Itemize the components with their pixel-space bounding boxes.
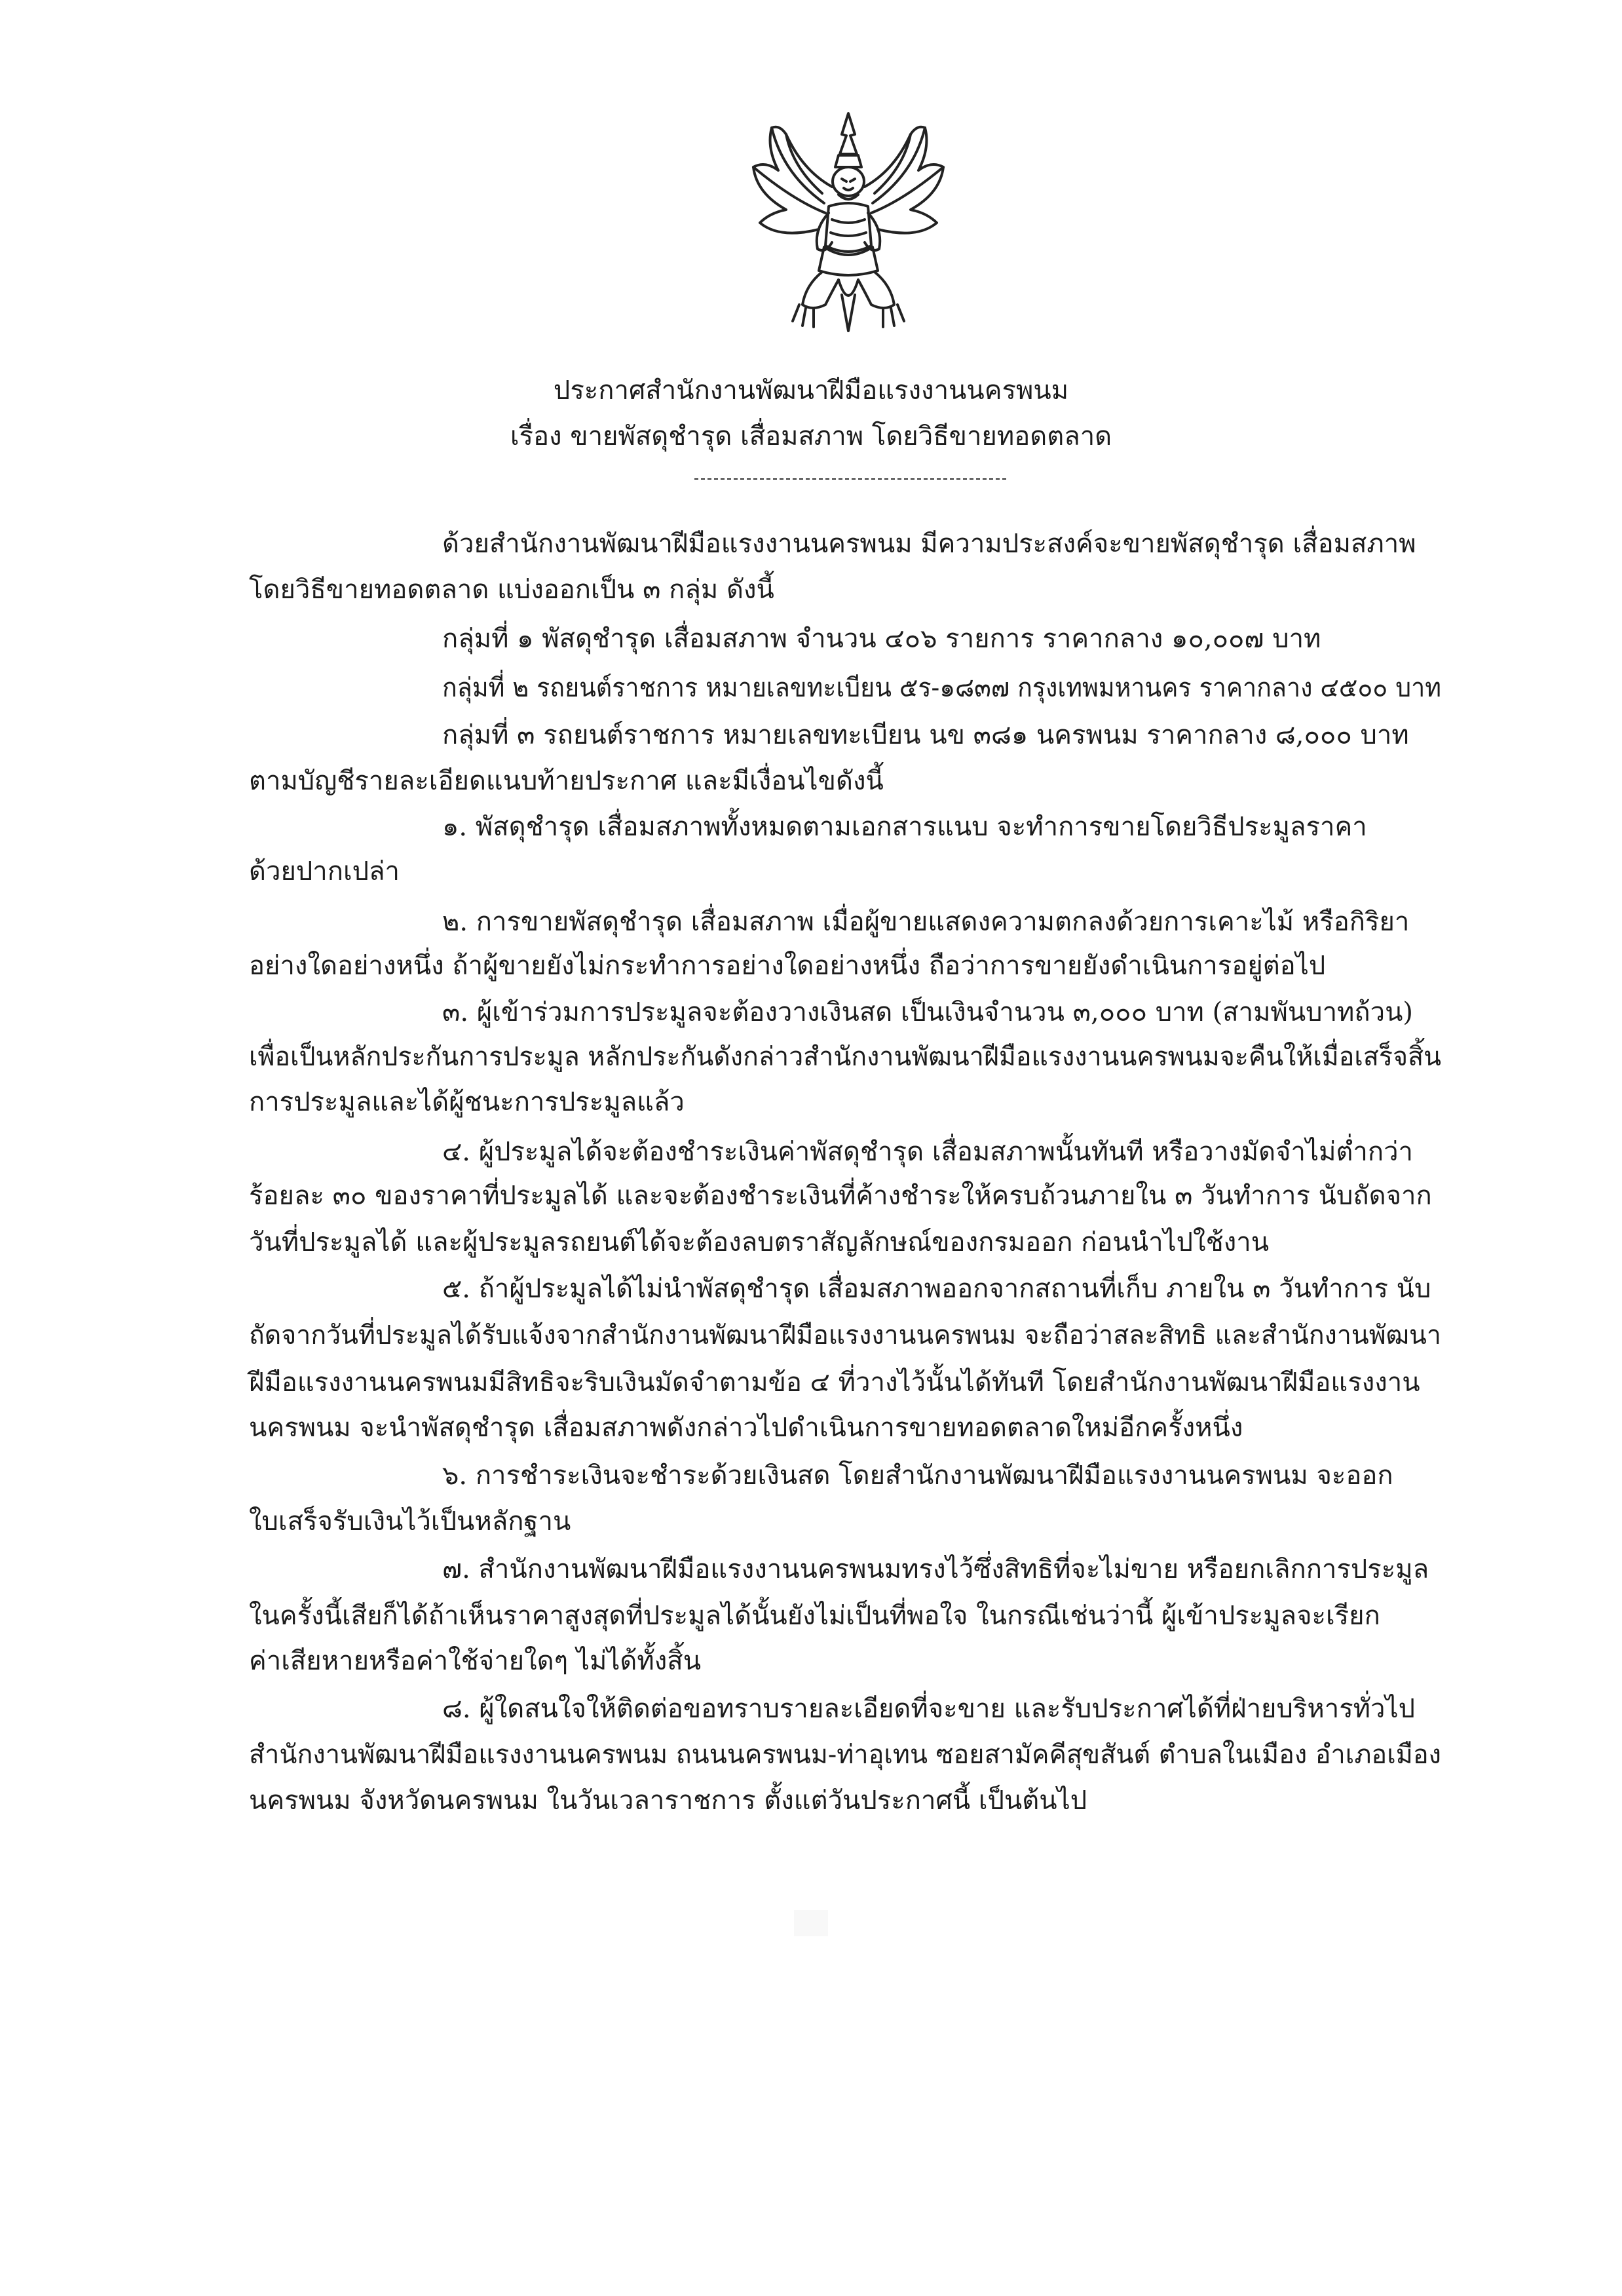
condition-4-line-2: ร้อยละ ๓๐ ของราคาที่ประมูลได้ และจะต้องชำระเงินที่ค้างชำระให้ครบถ้วนภายใน ๓ วันทำการ นับถัดจาก xyxy=(249,1181,1432,1211)
condition-3-line-3: การประมูลและได้ผู้ชนะการประมูลแล้ว xyxy=(249,1087,685,1117)
condition-5-line-4: นครพนม จะนำพัสดุชำรุด เสื่อมสภาพดังกล่าวไปดำเนินการขายทอดตลาดใหม่อีกครั้งหนึ่ง xyxy=(249,1413,1243,1443)
header-divider xyxy=(694,478,1006,480)
condition-2-line-1: ๒. การขายพัสดุชำรุด เสื่อมสภาพ เมื่อผู้ขายแสดงความตกลงด้วยการเคาะไม้ หรือกิริยา xyxy=(442,907,1410,937)
announcement-title: ประกาศสำนักงานพัฒนาฝีมือแรงงานนครพนม xyxy=(553,375,1069,406)
condition-1-line-1: ๑. พัสดุชำรุด เสื่อมสภาพทั้งหมดตามเอกสารแนบ จะทำการขายโดยวิธีประมูลราคา xyxy=(442,812,1367,842)
condition-6-line-2: ใบเสร็จรับเงินไว้เป็นหลักฐาน xyxy=(249,1506,571,1537)
intro-paragraph-line-1: ด้วยสำนักงานพัฒนาฝีมือแรงงานนครพนม มีความประสงค์จะขายพัสดุชำรุด เสื่อมสภาพ xyxy=(442,529,1416,559)
announcement-subject: เรื่อง ขายพัสดุชำรุด เสื่อมสภาพ โดยวิธีขายทอดตลาด xyxy=(510,421,1112,451)
scan-smudge xyxy=(794,1910,828,1936)
condition-6-line-1: ๖. การชำระเงินจะชำระด้วยเงินสด โดยสำนักงานพัฒนาฝีมือแรงงานนครพนม จะออก xyxy=(442,1461,1393,1491)
condition-1-line-2: ด้วยปากเปล่า xyxy=(249,856,400,887)
condition-8-line-3: นครพนม จังหวัดนครพนม ในวันเวลาราชการ ตั้งแต่วันประกาศนี้ เป็นต้นไป xyxy=(249,1786,1087,1816)
condition-2-line-2: อย่างใดอย่างหนึ่ง ถ้าผู้ขายยังไม่กระทำการอย่างใดอย่างหนึ่ง ถือว่าการขายยังดำเนินการอยู่ต่อไป xyxy=(249,951,1326,981)
condition-3-line-2: เพื่อเป็นหลักประกันการประมูล หลักประกันดังกล่าวสำนักงานพัฒนาฝีมือแรงงานนครพนมจะคืนให้เมื่อเสร็จสิ้น xyxy=(249,1042,1442,1072)
condition-7-line-3: ค่าเสียหายหรือค่าใช้จ่ายใดๆ ไม่ได้ทั้งสิ้น xyxy=(249,1646,702,1676)
condition-4-line-1: ๔. ผู้ประมูลได้จะต้องชำระเงินค่าพัสดุชำรุด เสื่อมสภาพนั้นทันที หรือวางมัดจำไม่ต่ำกว่า xyxy=(442,1137,1414,1167)
conditions-intro-line: ตามบัญชีรายละเอียดแนบท้ายประกาศ และมีเงื่อนไขดังนี้ xyxy=(249,766,884,796)
condition-5-line-2: ถัดจากวันที่ประมูลได้รับแจ้งจากสำนักงานพัฒนาฝีมือแรงงานนครพนม จะถือว่าสละสิทธิ และสำนักงานพัฒนา xyxy=(249,1320,1441,1350)
condition-5-line-3: ฝีมือแรงงานนครพนมมีสิทธิจะริบเงินมัดจำตามข้อ ๔ ที่วางไว้นั้นได้ทันที โดยสำนักงานพัฒนาฝีมือแรงงาน xyxy=(249,1368,1420,1398)
condition-8-line-1: ๘. ผู้ใดสนใจให้ติดต่อขอทราบรายละเอียดที่จะขาย และรับประกาศได้ที่ฝ่ายบริหารทั่วไป xyxy=(442,1694,1416,1724)
group-1-line: กลุ่มที่ ๑ พัสดุชำรุด เสื่อมสภาพ จำนวน ๔๐๖ รายการ ราคากลาง ๑๐,๐๐๗ บาท xyxy=(442,624,1321,654)
condition-4-line-3: วันที่ประมูลได้ และผู้ประมูลรถยนต์ได้จะต้องลบตราสัญลักษณ์ของกรมออก ก่อนนำไปใช้งาน xyxy=(249,1227,1270,1257)
group-3-line: กลุ่มที่ ๓ รถยนต์ราชการ หมายเลขทะเบียน นข ๓๘๑ นครพนม ราคากลาง ๘,๐๐๐ บาท xyxy=(442,720,1409,750)
intro-paragraph-line-2: โดยวิธีขายทอดตลาด แบ่งออกเป็น ๓ กลุ่ม ดังนี้ xyxy=(249,575,774,605)
condition-5-line-1: ๕. ถ้าผู้ประมูลได้ไม่นำพัสดุชำรุด เสื่อมสภาพออกจากสถานที่เก็บ ภายใน ๓ วันทำการ นับ xyxy=(442,1274,1431,1304)
condition-3-line-1: ๓. ผู้เข้าร่วมการประมูลจะต้องวางเงินสด เป็นเงินจำนวน ๓,๐๐๐ บาท (สามพันบาทถ้วน) xyxy=(442,997,1414,1027)
group-2-line: กลุ่มที่ ๒ รถยนต์ราชการ หมายเลขทะเบียน ๕ร-๑๘๓๗ กรุงเทพมหานคร ราคากลาง ๔๕๐๐ บาท xyxy=(442,673,1441,703)
condition-7-line-1: ๗. สำนักงานพัฒนาฝีมือแรงงานนครพนมทรงไว้ซึ่งสิทธิที่จะไม่ขาย หรือยกเลิกการประมูล xyxy=(442,1554,1429,1584)
garuda-emblem-icon xyxy=(740,108,956,344)
condition-8-line-2: สำนักงานพัฒนาฝีมือแรงงานนครพนม ถนนนครพนม-ท่าอุเทน ซอยสามัคคีสุขสันต์ ตำบลในเมือง อำเภอเมือง xyxy=(249,1740,1441,1770)
condition-7-line-2: ในครั้งนี้เสียก็ได้ถ้าเห็นราคาสูงสุดที่ประมูลได้นั้นยังไม่เป็นที่พอใจ ในกรณีเช่นว่านี้ ผู้เข้าประมูลจะเรียก xyxy=(249,1601,1380,1631)
